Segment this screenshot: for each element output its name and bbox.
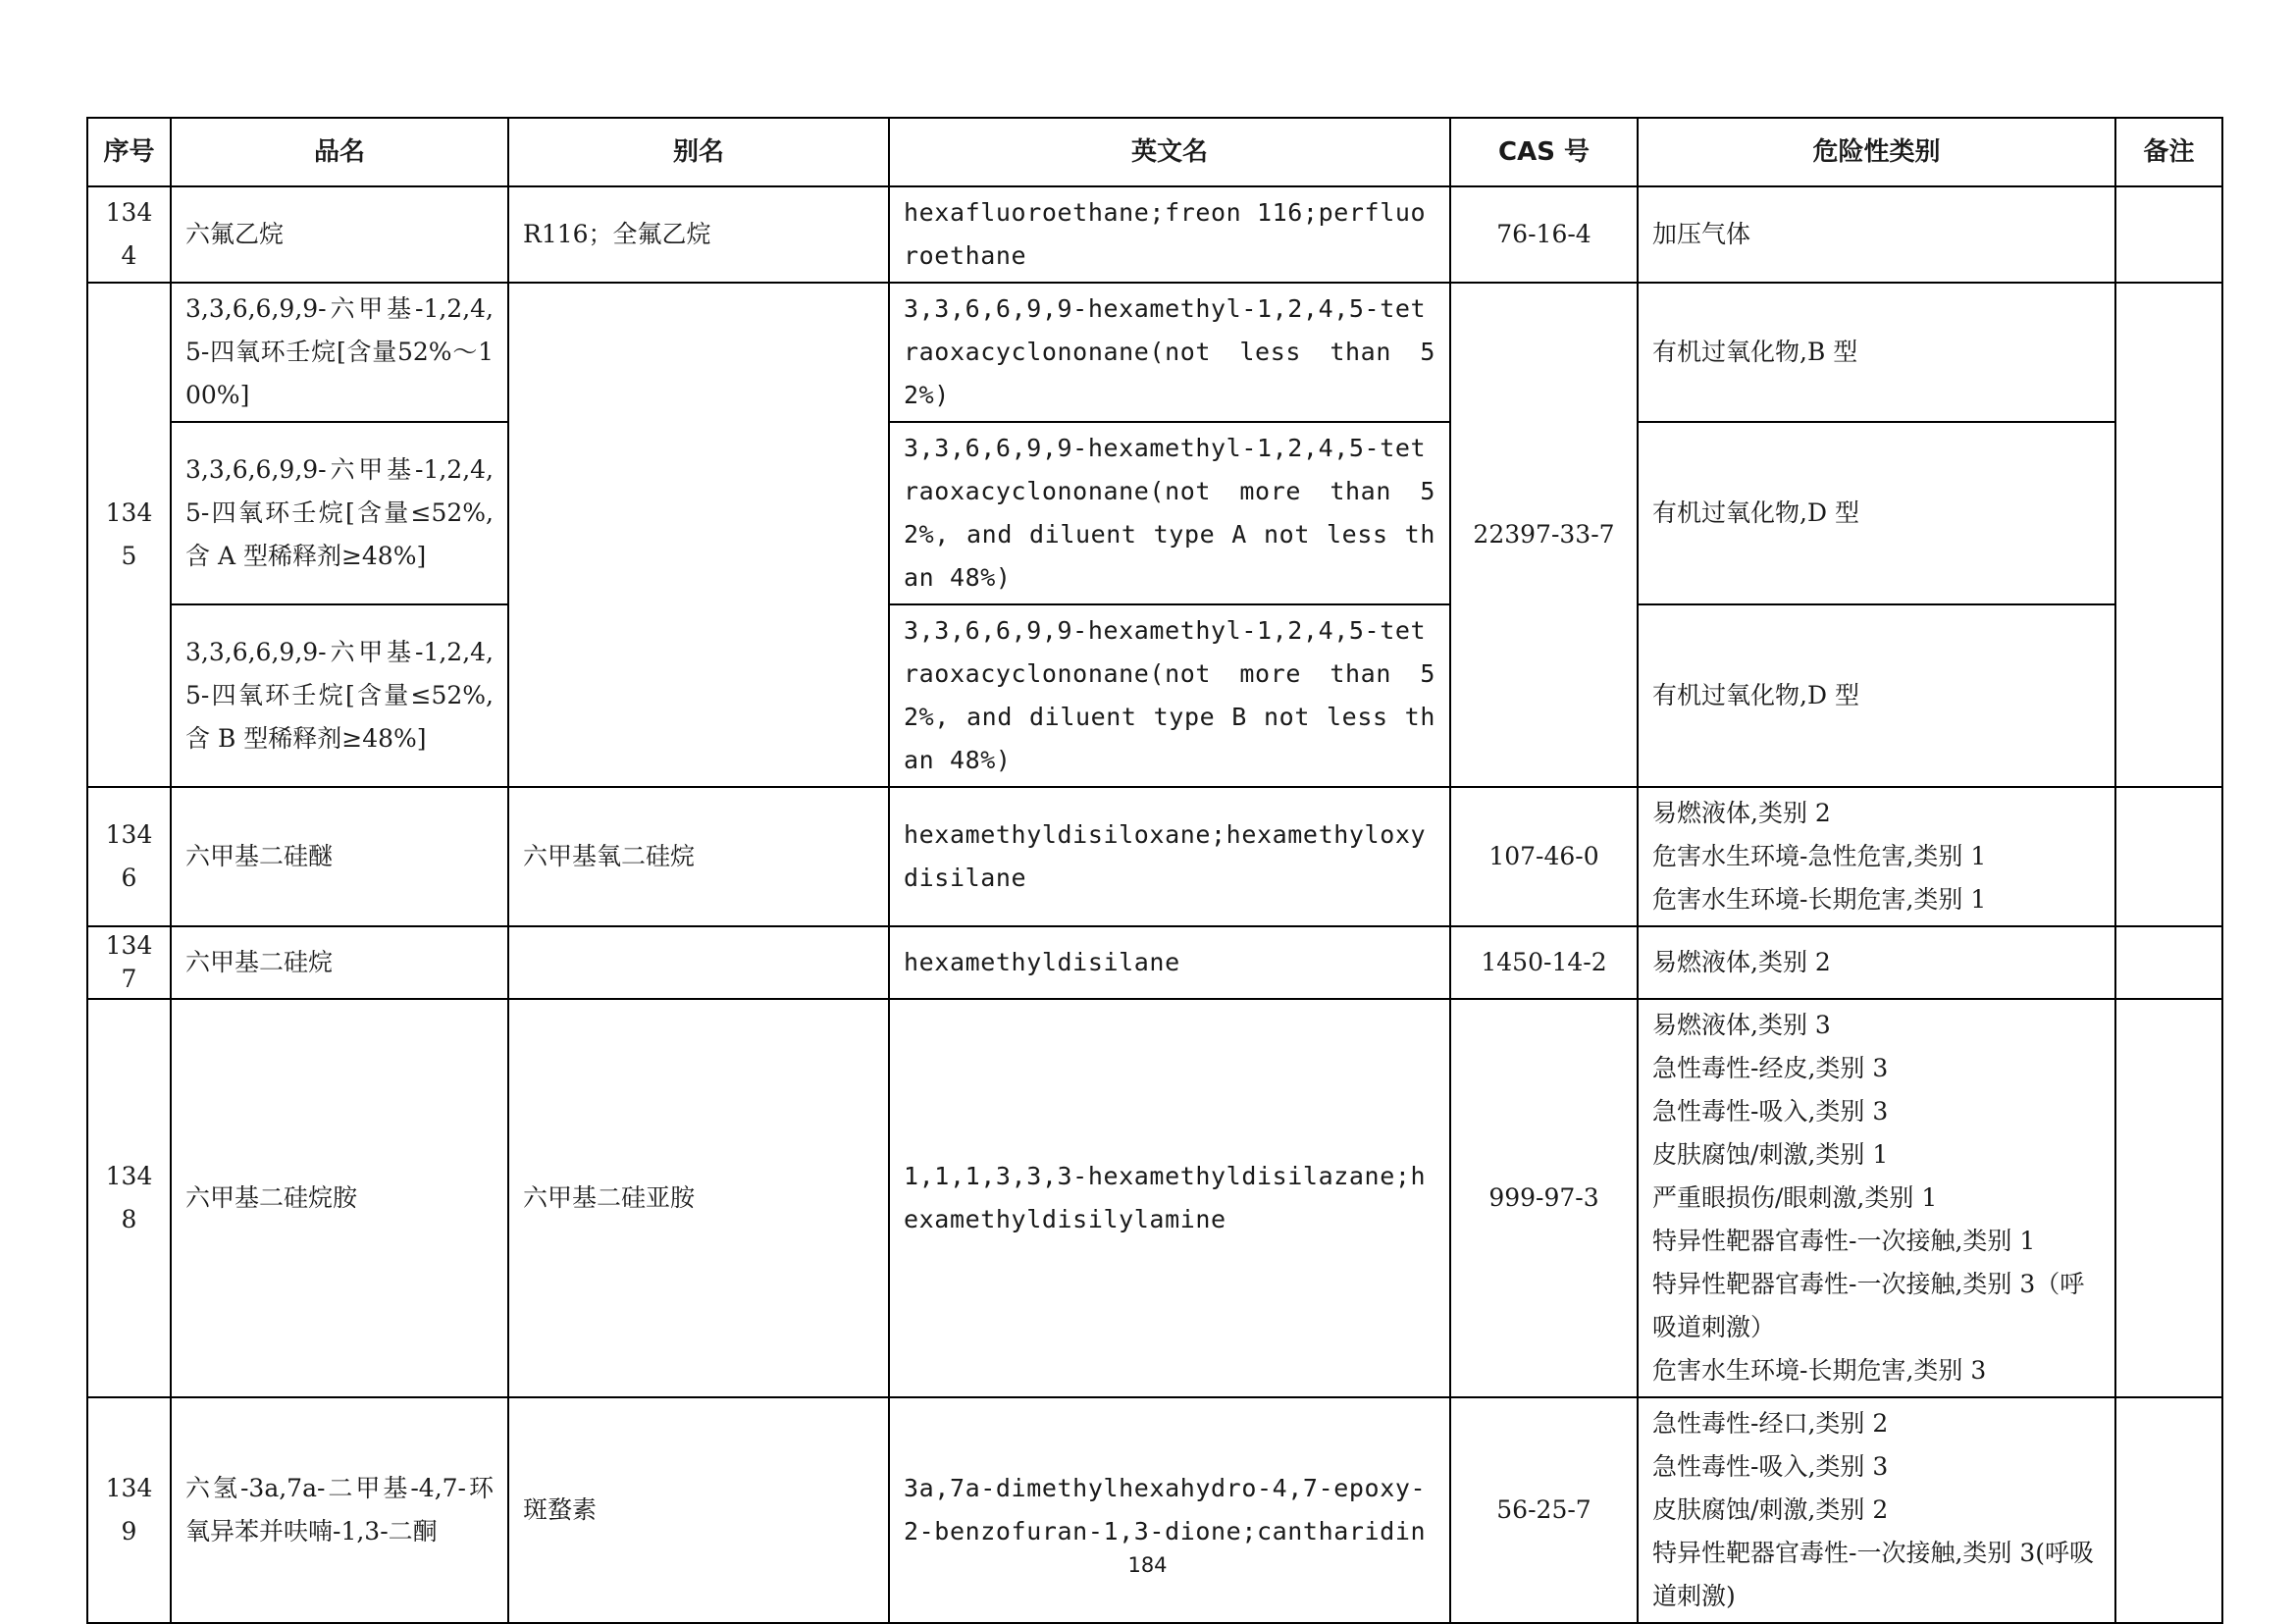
table-row — [87, 604, 2222, 787]
header-remark: 备注 — [2115, 118, 2222, 186]
cell-cas: 56-25-7 — [1450, 1397, 1638, 1623]
cell-hazard: 有机过氧化物,D 型 — [1638, 604, 2115, 787]
cell-remark — [2115, 787, 2222, 926]
cell-no: 1349 — [87, 1397, 171, 1623]
cell-name: 3,3,6,6,9,9-六甲基-1,2,4,5-四氧环壬烷[含量≤52%,含 A 型稀释剂≥48%] — [171, 422, 508, 604]
hazard-line: 严重眼损伤/眼刺激,类别 1 — [1652, 1183, 1938, 1212]
hazard-line: 特异性靶器官毒性-一次接触,类别 3(呼吸道刺激) — [1652, 1539, 2095, 1610]
hazard-line: 皮肤腐蚀/刺激,类别 1 — [1652, 1140, 1889, 1169]
cell-alias: 六甲基二硅亚胺 — [508, 999, 889, 1397]
hazard-line: 急性毒性-吸入,类别 3 — [1652, 1452, 1889, 1481]
cell-remark — [2115, 283, 2222, 787]
cell-name: 3,3,6,6,9,9-六甲基-1,2,4,5-四氧环壬烷[含量≤52%,含 B 型稀释剂≥48%] — [171, 604, 508, 787]
header-no: 序号 — [87, 118, 171, 186]
hazard-line: 危害水生环境-急性危害,类别 1 — [1652, 842, 1987, 870]
table-row — [87, 926, 2222, 999]
cell-remark — [2115, 1397, 2222, 1623]
page-number: 184 — [1127, 1553, 1168, 1577]
cell-cas: 22397-33-7 — [1450, 283, 1638, 787]
cell-alias: 六甲基氧二硅烷 — [508, 787, 889, 926]
cell-no: 1347 — [87, 926, 171, 999]
cell-cas: 107-46-0 — [1450, 787, 1638, 926]
cell-no: 1344 — [87, 186, 171, 283]
cell-english: hexamethyldisiloxane;hexamethyloxydisilane — [889, 787, 1450, 926]
cell-english: 3,3,6,6,9,9-hexamethyl-1,2,4,5-tetraoxacyclononane(not more than 52%, and diluent type B not less than 48%) — [889, 604, 1450, 787]
header-hazard: 危险性类别 — [1638, 118, 2115, 186]
hazard-line: 易燃液体,类别 2 — [1652, 799, 1831, 827]
header-name: 品名 — [171, 118, 508, 186]
hazard-line: 加压气体 — [1652, 220, 1751, 248]
chemical-table — [86, 117, 2223, 1624]
table-row — [87, 787, 2222, 926]
header-cas: CAS 号 — [1450, 118, 1638, 186]
table-row — [87, 186, 2222, 283]
cell-no: 1345 — [87, 283, 171, 787]
cell-english: 3a,7a-dimethylhexahydro-4,7-epoxy-2-benzofuran-1,3-dione;cantharidin — [889, 1397, 1450, 1623]
cell-english: 3,3,6,6,9,9-hexamethyl-1,2,4,5-tetraoxacyclononane(not more than 52%, and diluent type A not less than 48%) — [889, 422, 1450, 604]
cell-hazard: 有机过氧化物,D 型 — [1638, 422, 2115, 604]
cell-hazard — [1638, 787, 2115, 926]
cell-cas: 76-16-4 — [1450, 186, 1638, 283]
hazard-line: 特异性靶器官毒性-一次接触,类别 3（呼吸道刺激） — [1652, 1270, 2085, 1341]
cell-hazard — [1638, 999, 2115, 1397]
cell-cas: 1450-14-2 — [1450, 926, 1638, 999]
hazard-line: 危害水生环境-长期危害,类别 1 — [1652, 885, 1987, 914]
hazard-line: 易燃液体,类别 2 — [1652, 948, 1831, 976]
cell-alias — [508, 283, 889, 787]
cell-remark — [2115, 999, 2222, 1397]
cell-hazard — [1638, 926, 2115, 999]
cell-english: hexamethyldisilane — [889, 926, 1450, 999]
hazard-line: 皮肤腐蚀/刺激,类别 2 — [1652, 1495, 1889, 1524]
cell-name: 六甲基二硅醚 — [171, 787, 508, 926]
header-english: 英文名 — [889, 118, 1450, 186]
hazard-line: 危害水生环境-长期危害,类别 3 — [1652, 1356, 1987, 1385]
hazard-line: 急性毒性-吸入,类别 3 — [1652, 1097, 1889, 1126]
cell-english: 3,3,6,6,9,9-hexamethyl-1,2,4,5-tetraoxacyclononane(not less than 52%) — [889, 283, 1450, 422]
cell-name: 六氟乙烷 — [171, 186, 508, 283]
cell-name: 3,3,6,6,9,9-六甲基-1,2,4,5-四氧环壬烷[含量52%～100%] — [171, 283, 508, 422]
cell-no: 1346 — [87, 787, 171, 926]
hazard-line: 急性毒性-经皮,类别 3 — [1652, 1054, 1889, 1082]
cell-name: 六甲基二硅烷胺 — [171, 999, 508, 1397]
table-row — [87, 1397, 2222, 1623]
cell-english: hexafluoroethane;freon 116;perfluoroethane — [889, 186, 1450, 283]
cell-cas: 999-97-3 — [1450, 999, 1638, 1397]
table-row — [87, 999, 2222, 1397]
cell-name: 六氢-3a,7a-二甲基-4,7-环氧异苯并呋喃-1,3-二酮 — [171, 1397, 508, 1623]
table-header-row — [87, 118, 2222, 186]
cell-alias — [508, 926, 889, 999]
cell-hazard — [1638, 186, 2115, 283]
hazard-line: 急性毒性-经口,类别 2 — [1652, 1409, 1889, 1438]
cell-alias: 斑蝥素 — [508, 1397, 889, 1623]
header-alias: 别名 — [508, 118, 889, 186]
cell-remark — [2115, 186, 2222, 283]
cell-no: 1348 — [87, 999, 171, 1397]
hazard-line: 易燃液体,类别 3 — [1652, 1011, 1831, 1039]
cell-english: 1,1,1,3,3,3-hexamethyldisilazane;hexamethyldisilylamine — [889, 999, 1450, 1397]
table-row — [87, 283, 2222, 422]
cell-hazard — [1638, 1397, 2115, 1623]
cell-hazard: 有机过氧化物,B 型 — [1638, 283, 2115, 422]
hazard-line: 特异性靶器官毒性-一次接触,类别 1 — [1652, 1227, 2036, 1255]
cell-name: 六甲基二硅烷 — [171, 926, 508, 999]
table-row — [87, 422, 2222, 604]
cell-alias: R116；全氟乙烷 — [508, 186, 889, 283]
cell-remark — [2115, 926, 2222, 999]
